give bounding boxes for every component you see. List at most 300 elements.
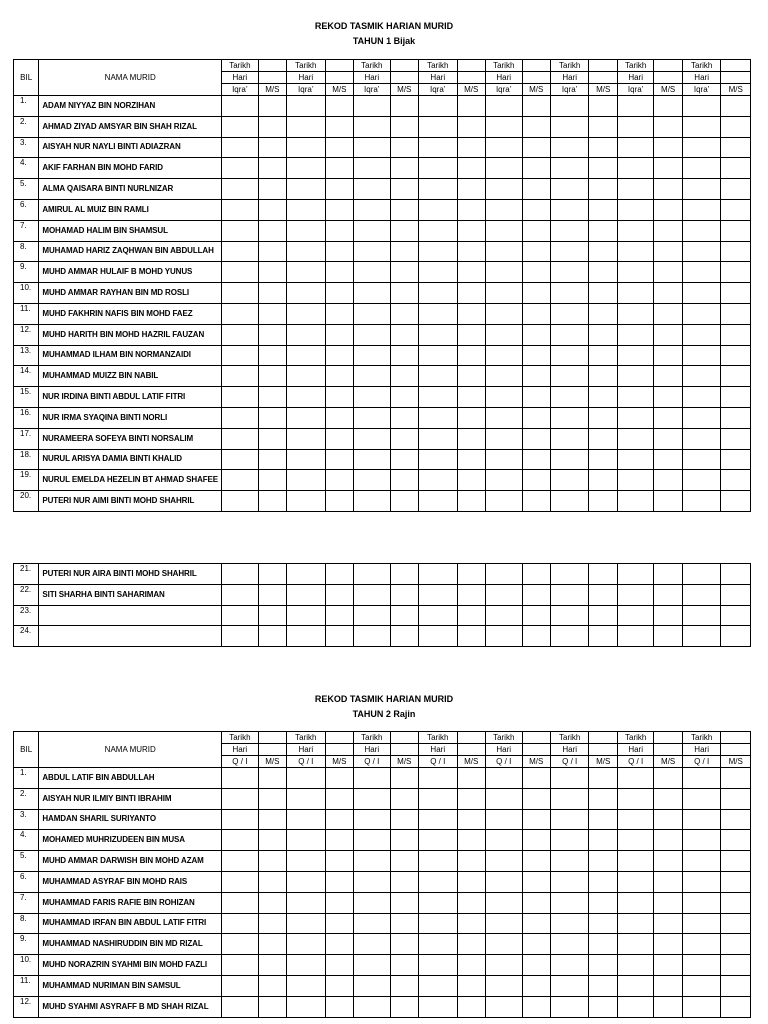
page-entry-cell[interactable] xyxy=(325,934,353,955)
reading-entry-cell[interactable] xyxy=(617,220,654,241)
reading-entry-cell[interactable] xyxy=(550,387,589,408)
page-entry-cell[interactable] xyxy=(325,491,353,512)
page-entry-cell[interactable] xyxy=(325,449,353,470)
page-entry-cell[interactable] xyxy=(654,851,682,872)
reading-entry-cell[interactable] xyxy=(287,913,326,934)
page-entry-cell[interactable] xyxy=(721,491,751,512)
reading-entry-cell[interactable] xyxy=(418,345,457,366)
reading-entry-cell[interactable] xyxy=(617,934,654,955)
reading-entry-cell[interactable] xyxy=(617,892,654,913)
tarikh-value-cell[interactable] xyxy=(654,60,682,72)
reading-entry-cell[interactable] xyxy=(354,996,391,1017)
reading-entry-cell[interactable] xyxy=(485,934,522,955)
page-entry-cell[interactable] xyxy=(457,387,485,408)
reading-entry-cell[interactable] xyxy=(617,788,654,809)
reading-entry-cell[interactable] xyxy=(287,303,326,324)
page-entry-cell[interactable] xyxy=(457,913,485,934)
reading-entry-cell[interactable] xyxy=(354,934,391,955)
page-entry-cell[interactable] xyxy=(654,220,682,241)
page-entry-cell[interactable] xyxy=(721,96,751,117)
reading-entry-cell[interactable] xyxy=(222,428,259,449)
page-entry-cell[interactable] xyxy=(721,241,751,262)
page-entry-cell[interactable] xyxy=(325,345,353,366)
reading-entry-cell[interactable] xyxy=(550,303,589,324)
reading-entry-cell[interactable] xyxy=(287,366,326,387)
page-entry-cell[interactable] xyxy=(258,96,286,117)
page-entry-cell[interactable] xyxy=(522,158,550,179)
page-entry-cell[interactable] xyxy=(721,955,751,976)
reading-entry-cell[interactable] xyxy=(418,199,457,220)
page-entry-cell[interactable] xyxy=(589,626,617,647)
page-entry-cell[interactable] xyxy=(522,366,550,387)
page-entry-cell[interactable] xyxy=(522,913,550,934)
page-entry-cell[interactable] xyxy=(522,303,550,324)
page-entry-cell[interactable] xyxy=(654,564,682,585)
page-entry-cell[interactable] xyxy=(589,584,617,605)
page-entry-cell[interactable] xyxy=(522,324,550,345)
page-entry-cell[interactable] xyxy=(589,809,617,830)
reading-entry-cell[interactable] xyxy=(418,626,457,647)
page-entry-cell[interactable] xyxy=(721,934,751,955)
reading-entry-cell[interactable] xyxy=(617,871,654,892)
hari-value-cell[interactable] xyxy=(522,72,550,84)
reading-entry-cell[interactable] xyxy=(287,345,326,366)
page-entry-cell[interactable] xyxy=(258,955,286,976)
reading-entry-cell[interactable] xyxy=(222,955,259,976)
reading-entry-cell[interactable] xyxy=(287,851,326,872)
reading-entry-cell[interactable] xyxy=(222,584,259,605)
reading-entry-cell[interactable] xyxy=(418,975,457,996)
reading-entry-cell[interactable] xyxy=(485,262,522,283)
reading-entry-cell[interactable] xyxy=(485,564,522,585)
page-entry-cell[interactable] xyxy=(721,975,751,996)
page-entry-cell[interactable] xyxy=(522,955,550,976)
reading-entry-cell[interactable] xyxy=(682,934,721,955)
reading-entry-cell[interactable] xyxy=(550,830,589,851)
reading-entry-cell[interactable] xyxy=(222,788,259,809)
page-entry-cell[interactable] xyxy=(258,626,286,647)
page-entry-cell[interactable] xyxy=(589,199,617,220)
page-entry-cell[interactable] xyxy=(589,116,617,137)
reading-entry-cell[interactable] xyxy=(222,303,259,324)
tarikh-value-cell[interactable] xyxy=(258,732,286,744)
page-entry-cell[interactable] xyxy=(589,768,617,789)
reading-entry-cell[interactable] xyxy=(222,283,259,304)
reading-entry-cell[interactable] xyxy=(617,470,654,491)
page-entry-cell[interactable] xyxy=(390,345,418,366)
reading-entry-cell[interactable] xyxy=(354,871,391,892)
page-entry-cell[interactable] xyxy=(522,892,550,913)
reading-entry-cell[interactable] xyxy=(354,564,391,585)
page-entry-cell[interactable] xyxy=(390,137,418,158)
page-entry-cell[interactable] xyxy=(654,491,682,512)
page-entry-cell[interactable] xyxy=(258,809,286,830)
reading-entry-cell[interactable] xyxy=(222,158,259,179)
reading-entry-cell[interactable] xyxy=(485,387,522,408)
reading-entry-cell[interactable] xyxy=(617,116,654,137)
reading-entry-cell[interactable] xyxy=(287,809,326,830)
reading-entry-cell[interactable] xyxy=(418,324,457,345)
reading-entry-cell[interactable] xyxy=(485,788,522,809)
reading-entry-cell[interactable] xyxy=(550,366,589,387)
reading-entry-cell[interactable] xyxy=(287,871,326,892)
reading-entry-cell[interactable] xyxy=(354,324,391,345)
reading-entry-cell[interactable] xyxy=(222,605,259,626)
reading-entry-cell[interactable] xyxy=(222,96,259,117)
reading-entry-cell[interactable] xyxy=(682,366,721,387)
page-entry-cell[interactable] xyxy=(457,303,485,324)
reading-entry-cell[interactable] xyxy=(287,262,326,283)
reading-entry-cell[interactable] xyxy=(485,158,522,179)
page-entry-cell[interactable] xyxy=(390,407,418,428)
page-entry-cell[interactable] xyxy=(589,892,617,913)
page-entry-cell[interactable] xyxy=(522,830,550,851)
page-entry-cell[interactable] xyxy=(457,564,485,585)
page-entry-cell[interactable] xyxy=(589,262,617,283)
reading-entry-cell[interactable] xyxy=(354,975,391,996)
page-entry-cell[interactable] xyxy=(325,428,353,449)
reading-entry-cell[interactable] xyxy=(617,283,654,304)
page-entry-cell[interactable] xyxy=(589,934,617,955)
page-entry-cell[interactable] xyxy=(589,851,617,872)
page-entry-cell[interactable] xyxy=(390,913,418,934)
reading-entry-cell[interactable] xyxy=(550,428,589,449)
page-entry-cell[interactable] xyxy=(325,913,353,934)
reading-entry-cell[interactable] xyxy=(617,262,654,283)
reading-entry-cell[interactable] xyxy=(617,324,654,345)
reading-entry-cell[interactable] xyxy=(418,283,457,304)
page-entry-cell[interactable] xyxy=(258,768,286,789)
reading-entry-cell[interactable] xyxy=(222,768,259,789)
reading-entry-cell[interactable] xyxy=(418,116,457,137)
reading-entry-cell[interactable] xyxy=(550,324,589,345)
reading-entry-cell[interactable] xyxy=(485,768,522,789)
page-entry-cell[interactable] xyxy=(721,564,751,585)
page-entry-cell[interactable] xyxy=(258,830,286,851)
page-entry-cell[interactable] xyxy=(589,137,617,158)
hari-value-cell[interactable] xyxy=(457,72,485,84)
reading-entry-cell[interactable] xyxy=(418,96,457,117)
reading-entry-cell[interactable] xyxy=(222,179,259,200)
page-entry-cell[interactable] xyxy=(721,387,751,408)
page-entry-cell[interactable] xyxy=(589,283,617,304)
page-entry-cell[interactable] xyxy=(522,199,550,220)
page-entry-cell[interactable] xyxy=(457,137,485,158)
page-entry-cell[interactable] xyxy=(325,768,353,789)
page-entry-cell[interactable] xyxy=(258,913,286,934)
page-entry-cell[interactable] xyxy=(390,283,418,304)
page-entry-cell[interactable] xyxy=(457,491,485,512)
page-entry-cell[interactable] xyxy=(522,788,550,809)
reading-entry-cell[interactable] xyxy=(354,809,391,830)
hari-value-cell[interactable] xyxy=(390,744,418,756)
page-entry-cell[interactable] xyxy=(589,996,617,1017)
page-entry-cell[interactable] xyxy=(457,584,485,605)
reading-entry-cell[interactable] xyxy=(617,491,654,512)
reading-entry-cell[interactable] xyxy=(287,955,326,976)
reading-entry-cell[interactable] xyxy=(682,262,721,283)
reading-entry-cell[interactable] xyxy=(418,491,457,512)
page-entry-cell[interactable] xyxy=(258,584,286,605)
reading-entry-cell[interactable] xyxy=(418,241,457,262)
page-entry-cell[interactable] xyxy=(522,605,550,626)
reading-entry-cell[interactable] xyxy=(287,584,326,605)
page-entry-cell[interactable] xyxy=(654,428,682,449)
reading-entry-cell[interactable] xyxy=(550,491,589,512)
reading-entry-cell[interactable] xyxy=(222,626,259,647)
reading-entry-cell[interactable] xyxy=(617,366,654,387)
reading-entry-cell[interactable] xyxy=(617,345,654,366)
reading-entry-cell[interactable] xyxy=(617,768,654,789)
reading-entry-cell[interactable] xyxy=(617,449,654,470)
reading-entry-cell[interactable] xyxy=(485,913,522,934)
page-entry-cell[interactable] xyxy=(457,199,485,220)
reading-entry-cell[interactable] xyxy=(617,158,654,179)
reading-entry-cell[interactable] xyxy=(617,830,654,851)
page-entry-cell[interactable] xyxy=(654,871,682,892)
page-entry-cell[interactable] xyxy=(390,768,418,789)
reading-entry-cell[interactable] xyxy=(354,262,391,283)
reading-entry-cell[interactable] xyxy=(354,768,391,789)
page-entry-cell[interactable] xyxy=(654,830,682,851)
page-entry-cell[interactable] xyxy=(522,241,550,262)
page-entry-cell[interactable] xyxy=(654,449,682,470)
reading-entry-cell[interactable] xyxy=(222,851,259,872)
hari-value-cell[interactable] xyxy=(721,72,751,84)
page-entry-cell[interactable] xyxy=(654,407,682,428)
hari-value-cell[interactable] xyxy=(589,72,617,84)
reading-entry-cell[interactable] xyxy=(485,96,522,117)
page-entry-cell[interactable] xyxy=(654,996,682,1017)
reading-entry-cell[interactable] xyxy=(485,809,522,830)
page-entry-cell[interactable] xyxy=(721,470,751,491)
tarikh-value-cell[interactable] xyxy=(258,60,286,72)
page-entry-cell[interactable] xyxy=(390,179,418,200)
reading-entry-cell[interactable] xyxy=(550,871,589,892)
reading-entry-cell[interactable] xyxy=(682,892,721,913)
reading-entry-cell[interactable] xyxy=(222,892,259,913)
reading-entry-cell[interactable] xyxy=(682,768,721,789)
reading-entry-cell[interactable] xyxy=(287,564,326,585)
page-entry-cell[interactable] xyxy=(589,324,617,345)
page-entry-cell[interactable] xyxy=(522,428,550,449)
page-entry-cell[interactable] xyxy=(457,934,485,955)
reading-entry-cell[interactable] xyxy=(418,407,457,428)
page-entry-cell[interactable] xyxy=(457,428,485,449)
page-entry-cell[interactable] xyxy=(258,137,286,158)
reading-entry-cell[interactable] xyxy=(682,584,721,605)
reading-entry-cell[interactable] xyxy=(617,428,654,449)
page-entry-cell[interactable] xyxy=(721,913,751,934)
page-entry-cell[interactable] xyxy=(390,892,418,913)
reading-entry-cell[interactable] xyxy=(418,788,457,809)
page-entry-cell[interactable] xyxy=(325,158,353,179)
page-entry-cell[interactable] xyxy=(390,324,418,345)
page-entry-cell[interactable] xyxy=(589,428,617,449)
reading-entry-cell[interactable] xyxy=(354,892,391,913)
reading-entry-cell[interactable] xyxy=(287,158,326,179)
reading-entry-cell[interactable] xyxy=(354,449,391,470)
reading-entry-cell[interactable] xyxy=(485,324,522,345)
reading-entry-cell[interactable] xyxy=(354,199,391,220)
reading-entry-cell[interactable] xyxy=(222,809,259,830)
reading-entry-cell[interactable] xyxy=(222,996,259,1017)
page-entry-cell[interactable] xyxy=(589,913,617,934)
page-entry-cell[interactable] xyxy=(457,179,485,200)
reading-entry-cell[interactable] xyxy=(550,179,589,200)
page-entry-cell[interactable] xyxy=(654,158,682,179)
page-entry-cell[interactable] xyxy=(390,851,418,872)
page-entry-cell[interactable] xyxy=(457,892,485,913)
hari-value-cell[interactable] xyxy=(589,744,617,756)
page-entry-cell[interactable] xyxy=(654,955,682,976)
reading-entry-cell[interactable] xyxy=(287,830,326,851)
page-entry-cell[interactable] xyxy=(457,768,485,789)
reading-entry-cell[interactable] xyxy=(418,809,457,830)
page-entry-cell[interactable] xyxy=(390,428,418,449)
reading-entry-cell[interactable] xyxy=(287,491,326,512)
page-entry-cell[interactable] xyxy=(589,491,617,512)
reading-entry-cell[interactable] xyxy=(682,605,721,626)
reading-entry-cell[interactable] xyxy=(354,387,391,408)
page-entry-cell[interactable] xyxy=(721,366,751,387)
page-entry-cell[interactable] xyxy=(654,975,682,996)
page-entry-cell[interactable] xyxy=(325,996,353,1017)
reading-entry-cell[interactable] xyxy=(550,626,589,647)
reading-entry-cell[interactable] xyxy=(682,303,721,324)
page-entry-cell[interactable] xyxy=(390,241,418,262)
reading-entry-cell[interactable] xyxy=(485,830,522,851)
reading-entry-cell[interactable] xyxy=(418,303,457,324)
reading-entry-cell[interactable] xyxy=(617,241,654,262)
page-entry-cell[interactable] xyxy=(522,96,550,117)
tarikh-value-cell[interactable] xyxy=(457,60,485,72)
page-entry-cell[interactable] xyxy=(258,407,286,428)
reading-entry-cell[interactable] xyxy=(682,137,721,158)
reading-entry-cell[interactable] xyxy=(550,158,589,179)
page-entry-cell[interactable] xyxy=(457,158,485,179)
tarikh-value-cell[interactable] xyxy=(522,732,550,744)
reading-entry-cell[interactable] xyxy=(485,407,522,428)
reading-entry-cell[interactable] xyxy=(485,345,522,366)
page-entry-cell[interactable] xyxy=(721,830,751,851)
page-entry-cell[interactable] xyxy=(654,470,682,491)
reading-entry-cell[interactable] xyxy=(682,158,721,179)
tarikh-value-cell[interactable] xyxy=(390,60,418,72)
page-entry-cell[interactable] xyxy=(654,324,682,345)
page-entry-cell[interactable] xyxy=(721,116,751,137)
reading-entry-cell[interactable] xyxy=(550,283,589,304)
reading-entry-cell[interactable] xyxy=(682,179,721,200)
reading-entry-cell[interactable] xyxy=(682,220,721,241)
page-entry-cell[interactable] xyxy=(654,626,682,647)
reading-entry-cell[interactable] xyxy=(354,788,391,809)
reading-entry-cell[interactable] xyxy=(485,116,522,137)
page-entry-cell[interactable] xyxy=(457,220,485,241)
page-entry-cell[interactable] xyxy=(522,407,550,428)
page-entry-cell[interactable] xyxy=(258,283,286,304)
page-entry-cell[interactable] xyxy=(721,199,751,220)
reading-entry-cell[interactable] xyxy=(287,116,326,137)
hari-value-cell[interactable] xyxy=(325,744,353,756)
reading-entry-cell[interactable] xyxy=(682,626,721,647)
page-entry-cell[interactable] xyxy=(258,996,286,1017)
reading-entry-cell[interactable] xyxy=(682,975,721,996)
reading-entry-cell[interactable] xyxy=(485,892,522,913)
reading-entry-cell[interactable] xyxy=(550,851,589,872)
page-entry-cell[interactable] xyxy=(325,564,353,585)
reading-entry-cell[interactable] xyxy=(418,366,457,387)
page-entry-cell[interactable] xyxy=(457,283,485,304)
page-entry-cell[interactable] xyxy=(721,788,751,809)
reading-entry-cell[interactable] xyxy=(287,179,326,200)
page-entry-cell[interactable] xyxy=(522,809,550,830)
reading-entry-cell[interactable] xyxy=(550,449,589,470)
page-entry-cell[interactable] xyxy=(390,871,418,892)
page-entry-cell[interactable] xyxy=(325,626,353,647)
reading-entry-cell[interactable] xyxy=(222,913,259,934)
page-entry-cell[interactable] xyxy=(522,449,550,470)
reading-entry-cell[interactable] xyxy=(682,788,721,809)
reading-entry-cell[interactable] xyxy=(354,470,391,491)
page-entry-cell[interactable] xyxy=(522,345,550,366)
page-entry-cell[interactable] xyxy=(325,220,353,241)
reading-entry-cell[interactable] xyxy=(682,564,721,585)
reading-entry-cell[interactable] xyxy=(354,158,391,179)
reading-entry-cell[interactable] xyxy=(682,809,721,830)
page-entry-cell[interactable] xyxy=(258,387,286,408)
reading-entry-cell[interactable] xyxy=(550,220,589,241)
page-entry-cell[interactable] xyxy=(721,768,751,789)
reading-entry-cell[interactable] xyxy=(550,564,589,585)
page-entry-cell[interactable] xyxy=(589,449,617,470)
reading-entry-cell[interactable] xyxy=(287,470,326,491)
reading-entry-cell[interactable] xyxy=(354,605,391,626)
reading-entry-cell[interactable] xyxy=(418,768,457,789)
page-entry-cell[interactable] xyxy=(457,241,485,262)
reading-entry-cell[interactable] xyxy=(485,283,522,304)
page-entry-cell[interactable] xyxy=(325,851,353,872)
reading-entry-cell[interactable] xyxy=(550,345,589,366)
reading-entry-cell[interactable] xyxy=(682,199,721,220)
reading-entry-cell[interactable] xyxy=(418,220,457,241)
hari-value-cell[interactable] xyxy=(258,72,286,84)
page-entry-cell[interactable] xyxy=(721,407,751,428)
page-entry-cell[interactable] xyxy=(325,366,353,387)
page-entry-cell[interactable] xyxy=(258,303,286,324)
reading-entry-cell[interactable] xyxy=(354,179,391,200)
page-entry-cell[interactable] xyxy=(258,449,286,470)
reading-entry-cell[interactable] xyxy=(682,96,721,117)
tarikh-value-cell[interactable] xyxy=(589,732,617,744)
reading-entry-cell[interactable] xyxy=(485,428,522,449)
page-entry-cell[interactable] xyxy=(325,262,353,283)
reading-entry-cell[interactable] xyxy=(550,955,589,976)
reading-entry-cell[interactable] xyxy=(550,96,589,117)
page-entry-cell[interactable] xyxy=(522,975,550,996)
reading-entry-cell[interactable] xyxy=(485,955,522,976)
reading-entry-cell[interactable] xyxy=(418,179,457,200)
page-entry-cell[interactable] xyxy=(589,366,617,387)
reading-entry-cell[interactable] xyxy=(485,851,522,872)
reading-entry-cell[interactable] xyxy=(354,428,391,449)
reading-entry-cell[interactable] xyxy=(222,199,259,220)
page-entry-cell[interactable] xyxy=(390,303,418,324)
page-entry-cell[interactable] xyxy=(258,324,286,345)
reading-entry-cell[interactable] xyxy=(287,626,326,647)
page-entry-cell[interactable] xyxy=(589,345,617,366)
reading-entry-cell[interactable] xyxy=(222,564,259,585)
